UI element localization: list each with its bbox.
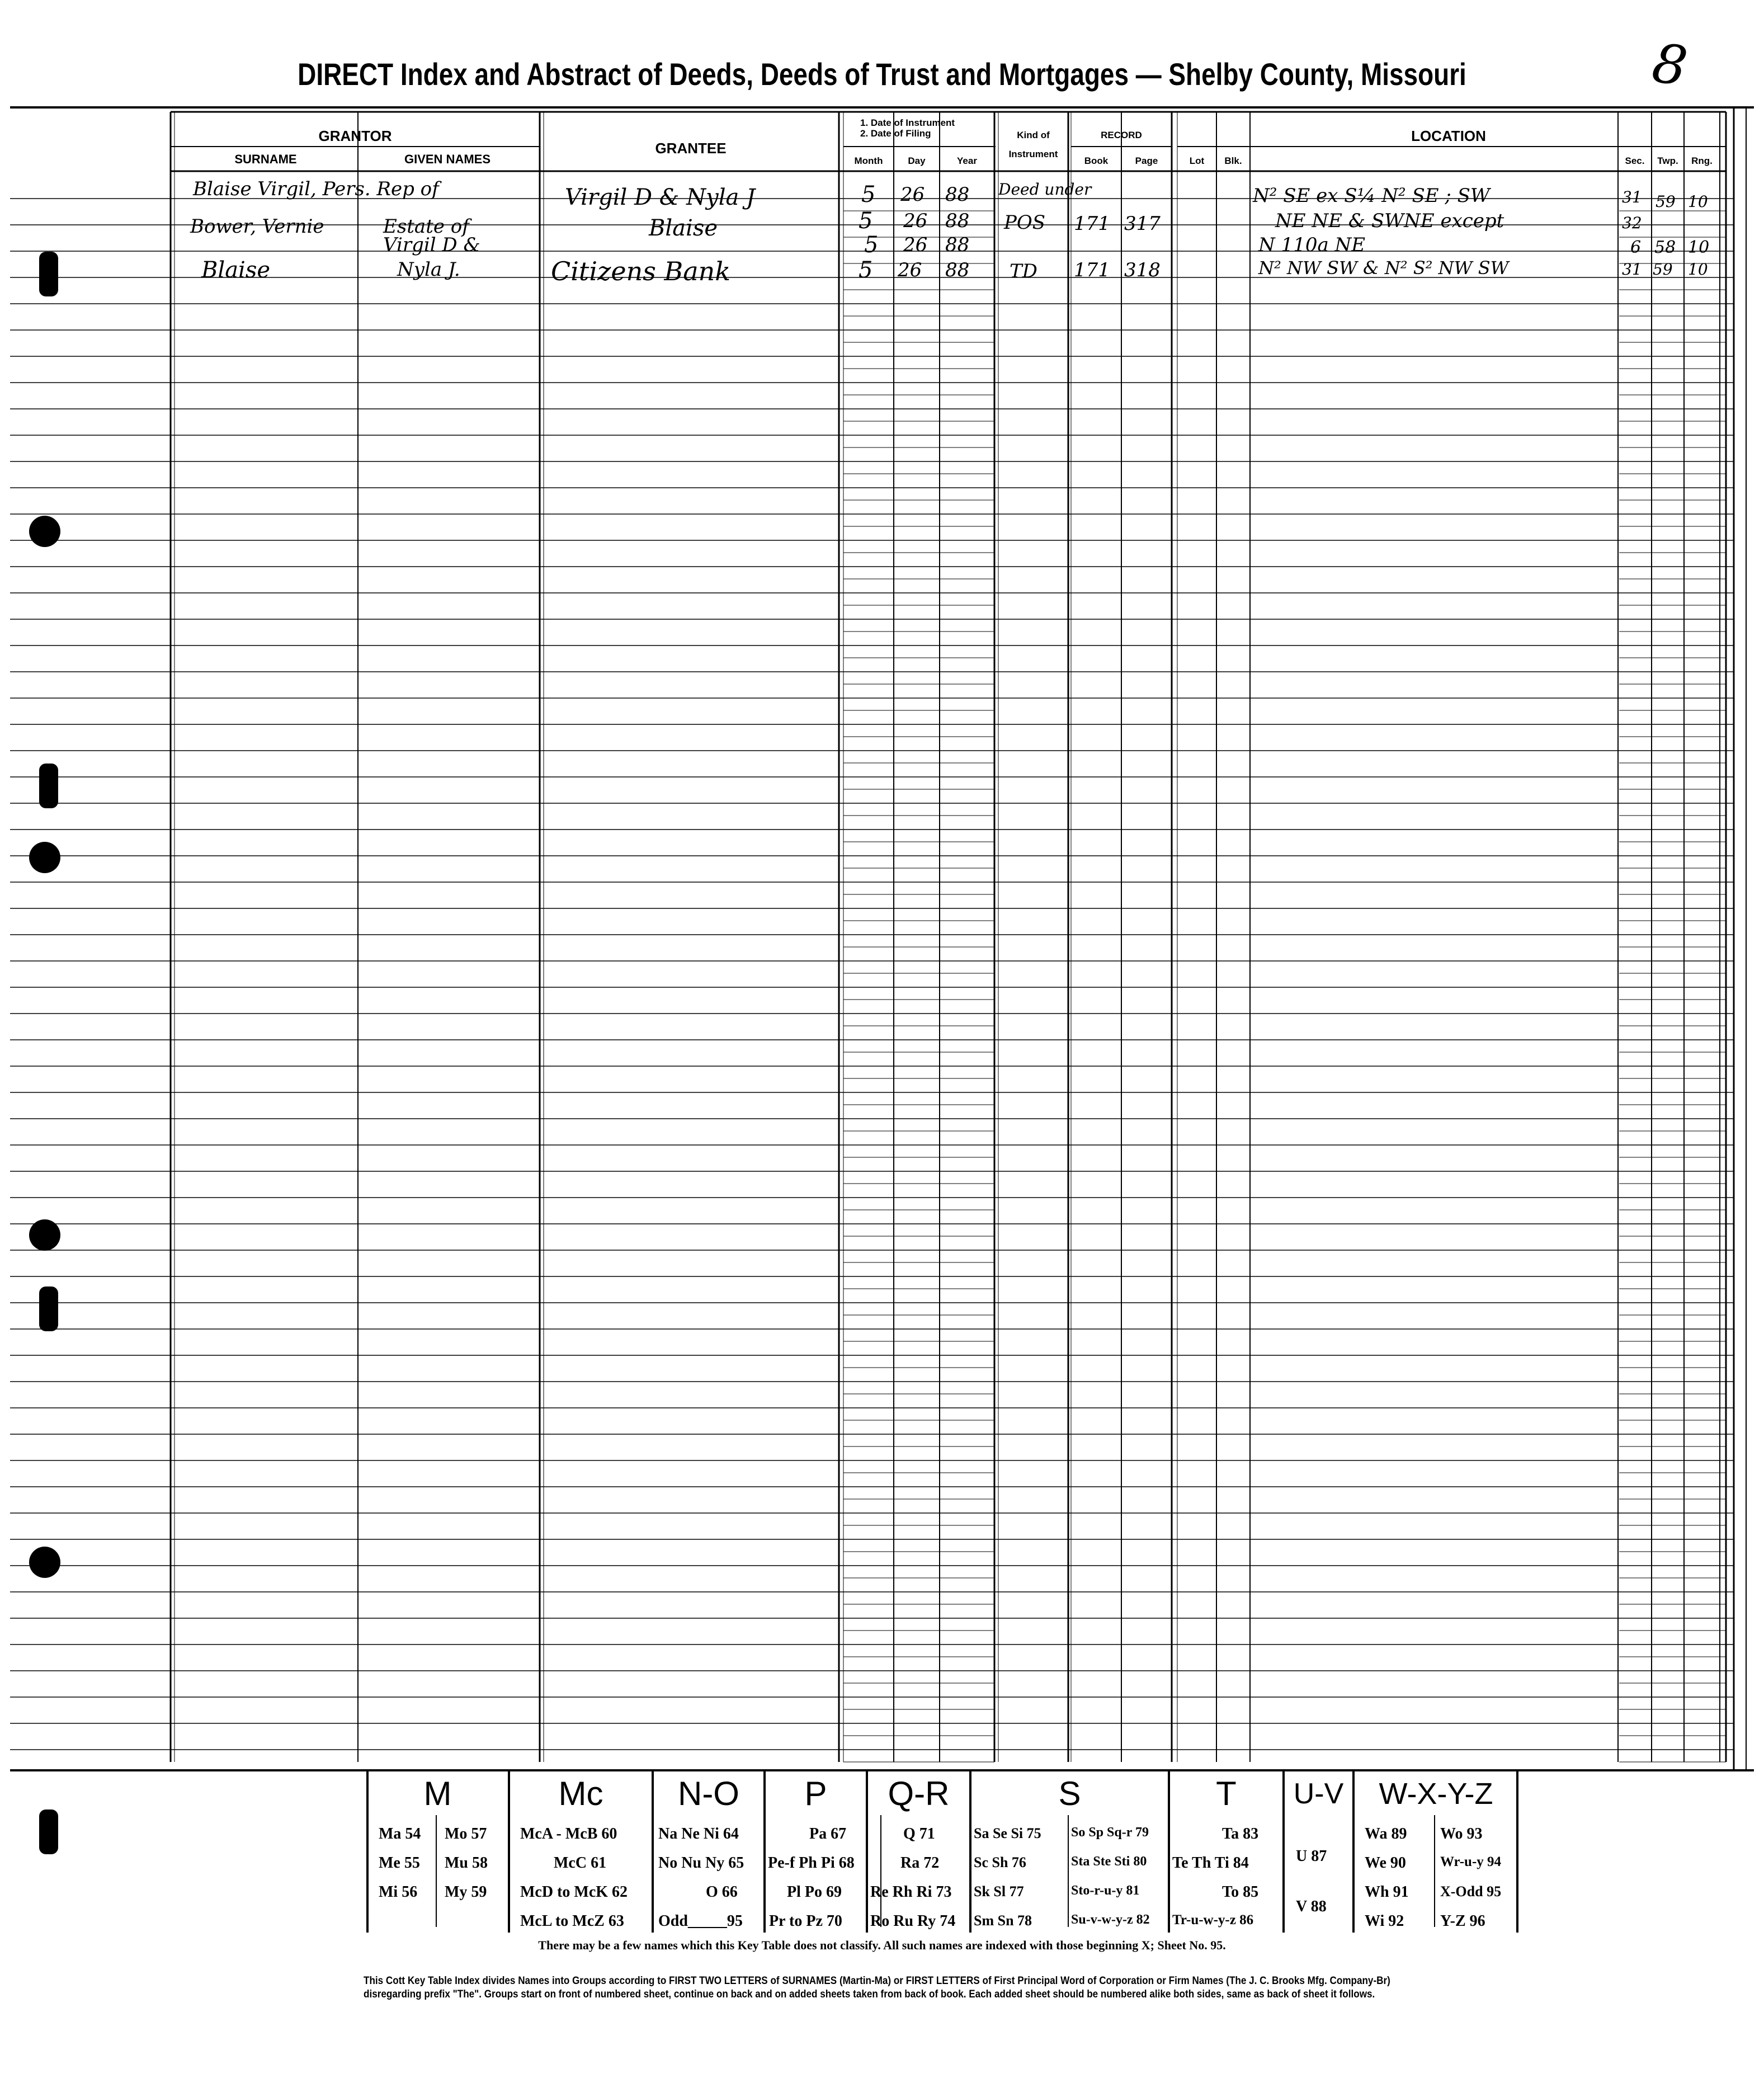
key-item: To 85 <box>1222 1883 1259 1901</box>
key-item: Wi 92 <box>1365 1912 1404 1930</box>
header-twp: Twp. <box>1657 155 1678 166</box>
entry-sec: 6 <box>1630 238 1642 257</box>
key-item: Q 71 <box>903 1825 935 1842</box>
key-item: Wo 93 <box>1440 1825 1483 1842</box>
key-item: Sta Ste Sti 80 <box>1071 1854 1147 1869</box>
entry-kind: POS <box>1004 211 1046 234</box>
key-item: No Nu Ny 65 <box>658 1854 744 1872</box>
key-item: O 66 <box>706 1883 738 1901</box>
header-day: Day <box>908 155 926 166</box>
header-month: Month <box>854 155 883 166</box>
header-grantor: GRANTOR <box>318 128 392 144</box>
entry-given: Nyla J. <box>397 258 460 281</box>
entry-year: 88 <box>945 234 970 256</box>
entry-rng: 10 <box>1688 238 1710 257</box>
key-item: Sk Sl 77 <box>974 1883 1024 1900</box>
entry-sec: 31 <box>1622 188 1642 206</box>
key-group-letter: S <box>1058 1775 1081 1812</box>
key-item: Na Ne Ni 64 <box>658 1825 739 1842</box>
key-item: Sa Se Si 75 <box>974 1825 1041 1841</box>
key-item: Wa 89 <box>1365 1825 1407 1842</box>
entry-day: 26 <box>900 183 925 206</box>
ledger-grid <box>0 106 1764 1784</box>
key-item: Pl Po 69 <box>787 1883 842 1901</box>
key-group-letter: M <box>423 1775 452 1812</box>
key-item: Y-Z 96 <box>1440 1912 1485 1930</box>
key-item: My 59 <box>445 1883 487 1901</box>
key-item: Me 55 <box>379 1854 420 1872</box>
entry-month: 5 <box>859 257 873 283</box>
key-item: X-Odd 95 <box>1440 1883 1502 1900</box>
key-item: Pa 67 <box>809 1825 847 1842</box>
key-item: Ra 72 <box>900 1854 940 1872</box>
key-item: Wr-u-y 94 <box>1440 1854 1502 1869</box>
key-item: Sc Sh 76 <box>974 1854 1026 1870</box>
key-group-p <box>765 1770 867 1933</box>
key-group-q-r <box>867 1770 970 1933</box>
key-group-letter: T <box>1216 1775 1237 1812</box>
key-item: Mo 57 <box>445 1825 487 1842</box>
entry-year: 88 <box>945 183 970 206</box>
key-item: V 88 <box>1296 1898 1327 1915</box>
key-item: Wh 91 <box>1365 1883 1409 1901</box>
entry-year: 88 <box>945 210 970 232</box>
entry-book: 171 <box>1074 259 1110 281</box>
entry-kind: TD <box>1010 260 1037 282</box>
entry-sec: 32 <box>1622 214 1642 232</box>
header-blk: Blk. <box>1224 155 1242 166</box>
key-table-note: There may be a few names which this Key Table does not classify. All such names are indexed with those beginning X; Sheet No. 95. <box>538 1938 1226 1952</box>
key-group-t <box>1169 1770 1284 1933</box>
entry-month: 5 <box>861 182 876 208</box>
entry-description: N² SE ex S¼ N² SE ; SW <box>1253 185 1490 207</box>
key-item: Re Rh Ri 73 <box>870 1883 952 1901</box>
header-book: Book <box>1084 155 1109 166</box>
entry-month: 5 <box>864 232 879 258</box>
header-date-line1: 1. Date of Instrument <box>860 117 955 128</box>
header-kind-line1: Kind of <box>1017 130 1050 140</box>
entry-twp: 58 <box>1654 238 1676 257</box>
key-item: Sto-r-u-y 81 <box>1071 1883 1140 1898</box>
entry-sec: 31 <box>1622 260 1642 279</box>
key-item: Pe-f Ph Pi 68 <box>768 1854 855 1872</box>
key-group-letter: N-O <box>678 1775 739 1812</box>
entry-surname: Bower, Vernie <box>190 215 324 238</box>
key-group-n-o <box>653 1770 765 1933</box>
key-group-letter: W-X-Y-Z <box>1379 1777 1493 1811</box>
entry-surname: Blaise <box>201 257 271 283</box>
key-item: Ta 83 <box>1222 1825 1259 1842</box>
header-date-line2: 2. Date of Filing <box>860 128 931 139</box>
header-record: RECORD <box>1101 130 1142 140</box>
key-item: Ro Ru Ry 74 <box>870 1912 956 1930</box>
entry-year: 88 <box>945 259 970 281</box>
entry-day: 26 <box>898 259 922 281</box>
entry-kind: Deed under <box>998 180 1092 199</box>
header-given-names: GIVEN NAMES <box>404 152 491 166</box>
key-item: Odd_____95 <box>658 1912 743 1930</box>
key-item: Sm Sn 78 <box>974 1912 1032 1929</box>
key-item: Mu 58 <box>445 1854 488 1872</box>
key-table <box>366 1770 1518 1933</box>
entry-month: 5 <box>859 208 873 234</box>
header-surname: SURNAME <box>234 152 297 166</box>
page-title: DIRECT Index and Abstract of Deeds, Deeds of Trust and Mortgages — Shelby County, Missouri <box>298 56 1466 92</box>
key-item: Pr to Pz 70 <box>769 1912 842 1930</box>
header-location: LOCATION <box>1411 128 1486 144</box>
key-item: Tr-u-w-y-z 86 <box>1172 1912 1254 1928</box>
key-group-letter: U-V <box>1293 1778 1344 1810</box>
key-group-letter: P <box>804 1775 827 1812</box>
entry-grantee: Blaise <box>649 215 718 241</box>
key-group-mc <box>509 1770 653 1933</box>
entry-description: NE NE & SWNE except <box>1275 210 1504 232</box>
header-grantee: GRANTEE <box>655 140 727 157</box>
key-group-s <box>970 1770 1169 1933</box>
entry-day: 26 <box>903 234 928 256</box>
key-item: McL to McZ 63 <box>520 1912 624 1930</box>
sheet-number: 8 <box>1648 31 1691 98</box>
entry-book: 171 <box>1074 213 1110 235</box>
entry-rng: 10 <box>1688 192 1708 211</box>
key-group-w-x-y-z <box>1353 1770 1518 1933</box>
header-lot: Lot <box>1189 155 1205 166</box>
entry-grantee: Virgil D & Nyla J <box>565 185 756 210</box>
key-item: Te Th Ti 84 <box>1172 1854 1249 1872</box>
key-group-m <box>366 1770 509 1933</box>
footer-instructions: This Cott Key Table Index divides Names into Groups according to FIRST TWO LETTERS of SURNAMES (Martin-Ma) or FIRST LETTERS of First Principal Word of Corporation or Firm Names (The J. C. Brooks Mfg. Company-Br) disregarding prefix "The". Groups start on front of numbered sheet, continue on back and on added sheets taken from back of book. Each added sheet should be numbered alike both sides, same as back of sheet it follows. <box>364 1975 1390 2000</box>
key-item: We 90 <box>1365 1854 1406 1872</box>
entry-given: Estate of <box>383 215 469 238</box>
header-page: Page <box>1135 155 1158 166</box>
entry-twp: 59 <box>1653 260 1673 279</box>
key-item: So Sp Sq-r 79 <box>1071 1825 1149 1840</box>
key-item: McD to McK 62 <box>520 1883 628 1901</box>
header-rng: Rng. <box>1691 155 1713 166</box>
entry-page: 317 <box>1124 213 1161 235</box>
key-item: McC 61 <box>554 1854 607 1872</box>
entry-surname: Blaise Virgil, Pers. Rep of <box>193 178 439 200</box>
entry-description: N² NW SW & N² S² NW SW <box>1258 257 1509 279</box>
key-group-letter: Q-R <box>888 1775 950 1812</box>
key-group-letter: Mc <box>558 1775 603 1812</box>
entry-description: N 110a NE <box>1258 234 1366 256</box>
key-item: McA - McB 60 <box>520 1825 617 1842</box>
key-group-u-v <box>1284 1770 1353 1933</box>
entry-given: Virgil D & <box>383 234 480 256</box>
key-item: Su-v-w-y-z 82 <box>1071 1912 1150 1927</box>
header-year: Year <box>957 155 977 166</box>
binder-slot <box>39 1809 58 1854</box>
key-item: U 87 <box>1296 1848 1327 1865</box>
header-kind-line2: Instrument <box>1008 149 1058 159</box>
header-sec: Sec. <box>1625 155 1645 166</box>
key-item: Ma 54 <box>379 1825 421 1842</box>
key-item: Mi 56 <box>379 1883 418 1901</box>
entry-grantee: Citizens Bank <box>551 256 731 286</box>
entry-page: 318 <box>1124 259 1161 281</box>
entry-rng: 10 <box>1688 260 1708 279</box>
entry-day: 26 <box>903 210 928 232</box>
entry-twp: 59 <box>1655 192 1676 211</box>
